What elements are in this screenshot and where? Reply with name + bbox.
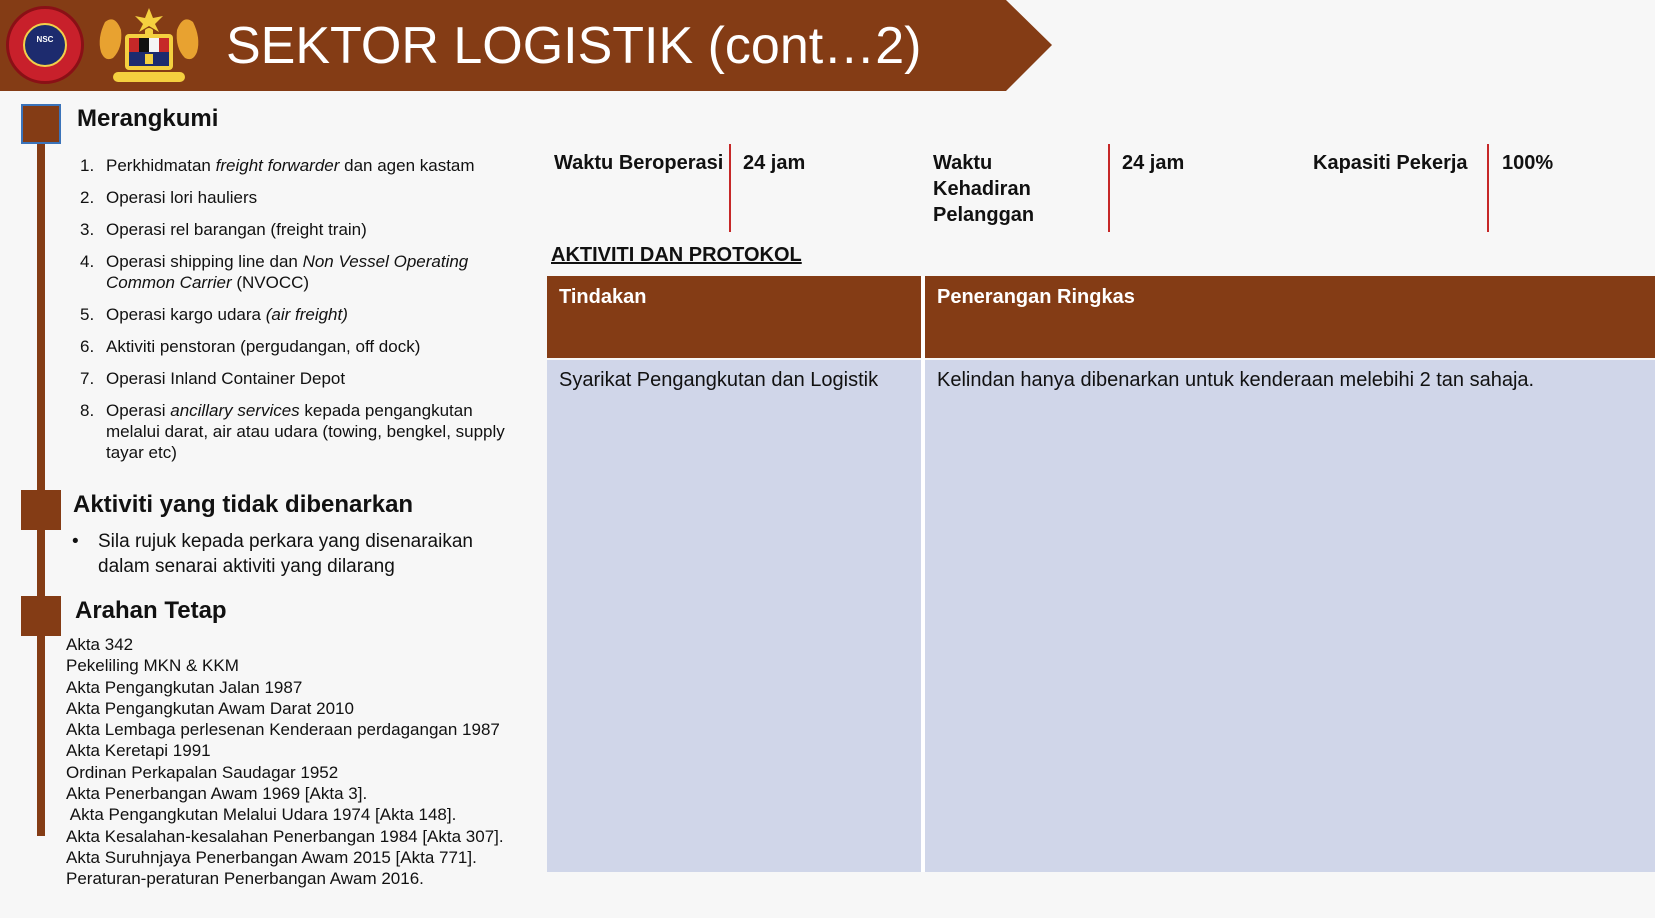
page-title: SEKTOR LOGISTIK (cont…2) [226,17,922,75]
act-item: Akta Keretapi 1991 [66,741,211,761]
item-text: kepada pengangkutan melalui darat, air atau udara (towing, bengkel, supply tayar etc) [106,401,505,462]
section-heading-merangkumi: Merangkumi [77,105,219,132]
nsc-logo [6,6,84,84]
italic-text: (air freight) [265,305,348,324]
item-text: Operasi [106,401,171,420]
list-number: 2. [80,188,95,207]
merangkumi-item [80,304,520,325]
list-number: 3. [80,220,95,239]
merangkumi-item [80,336,520,357]
nsc-emblem [23,23,67,67]
arahan-tetap-list [66,634,504,890]
item-text: (NVOCC) [231,273,310,292]
item-text: dan agen kastam [339,156,475,175]
act-item: Akta Lembaga perlesenan Kenderaan perdagangan 1987 [66,720,500,740]
act-item: Akta Suruhnjaya Penerbangan Awam 2015 [Akta 771]. [66,847,477,867]
timeline-marker-tidak-dibenarkan [21,490,61,530]
aktiviti-heading: AKTIVITI DAN PROTOKOL [551,244,802,266]
list-number: 8. [80,401,95,420]
kapasiti-pekerja-label: Kapasiti Pekerja [1313,152,1468,174]
section-heading-tidak-dibenarkan: Aktiviti yang tidak dibenarkan [73,491,414,518]
act-item: Akta 342 [66,635,134,654]
list-number: 7. [80,369,95,388]
merangkumi-item [80,368,520,389]
waktu-kehadiran-label: Waktu Kehadiran Pelanggan [933,152,1035,226]
item-text: Operasi shipping line dan [106,252,303,271]
timeline-marker-arahan-tetap [21,596,61,636]
info-separator [1108,144,1110,232]
waktu-kehadiran-value: 24 jam [1122,152,1185,174]
act-item: Pekeliling MKN & KKM [66,656,239,676]
merangkumi-item [80,187,520,208]
italic-text: Non Vessel Operating Common Carrier [106,252,469,292]
table-column-divider [921,276,925,872]
item-text: Operasi kargo udara [106,305,266,324]
item-text: Operasi Inland Container Depot [106,369,346,388]
table-cell-tindakan [547,360,921,872]
act-item: Akta Kesalahan-kesalahan Penerbangan 1984 [Akta 307]. [66,826,504,846]
merangkumi-item [80,219,520,240]
nsc-logo-text: NSC [36,35,54,44]
list-number: 5. [80,305,95,324]
tidak-dibenarkan-text: Sila rujuk kepada perkara yang disenaraikan dalam senarai aktiviti yang dilarang [98,531,473,577]
italic-text: ancillary services [170,401,300,420]
kapasiti-pekerja-value: 100% [1502,152,1554,174]
bullet-icon: • [72,531,79,552]
act-item: Peraturan-peraturan Penerbangan Awam 2016. [66,869,424,889]
section-heading-arahan-tetap: Arahan Tetap [75,597,227,624]
act-item: Akta Pengangkutan Melalui Udara 1974 [Akta 148]. [66,805,457,825]
italic-text: freight forwarder [215,156,340,175]
waktu-beroperasi-label: Waktu Beroperasi [554,152,724,174]
column-header-tindakan: Tindakan [559,286,647,308]
info-separator [729,144,731,232]
malaysia-coat-of-arms-logo [93,4,205,86]
item-text: Perkhidmatan [106,156,216,175]
timeline-line [37,136,45,836]
item-text: Operasi rel barangan (freight train) [106,220,367,239]
list-number: 1. [80,156,95,175]
column-header-penerangan: Penerangan Ringkas [937,286,1135,308]
list-number: 6. [80,337,95,356]
act-item: Ordinan Perkapalan Saudagar 1952 [66,762,339,782]
tidak-dibenarkan-item [72,529,512,579]
waktu-beroperasi-value: 24 jam [743,152,806,174]
merangkumi-item [80,251,520,293]
act-item: Akta Pengangkutan Jalan 1987 [66,677,303,697]
item-text: Aktiviti penstoran (pergudangan, off dock) [106,337,421,356]
timeline-marker-merangkumi [21,104,61,144]
table-cell-text-tindakan: Syarikat Pengangkutan dan Logistik [559,369,879,391]
list-number: 4. [80,252,95,271]
act-item: Akta Pengangkutan Awam Darat 2010 [66,698,354,718]
info-separator [1487,144,1489,232]
item-text: Operasi lori hauliers [106,188,258,207]
merangkumi-list [80,155,520,474]
act-item: Akta Penerbangan Awam 1969 [Akta 3]. [66,784,368,804]
table-cell-penerangan [925,360,1655,872]
merangkumi-item [80,400,520,463]
merangkumi-item [80,155,520,176]
table-cell-text-penerangan: Kelindan hanya dibenarkan untuk kenderaan melebihi 2 tan sahaja. [937,369,1535,391]
